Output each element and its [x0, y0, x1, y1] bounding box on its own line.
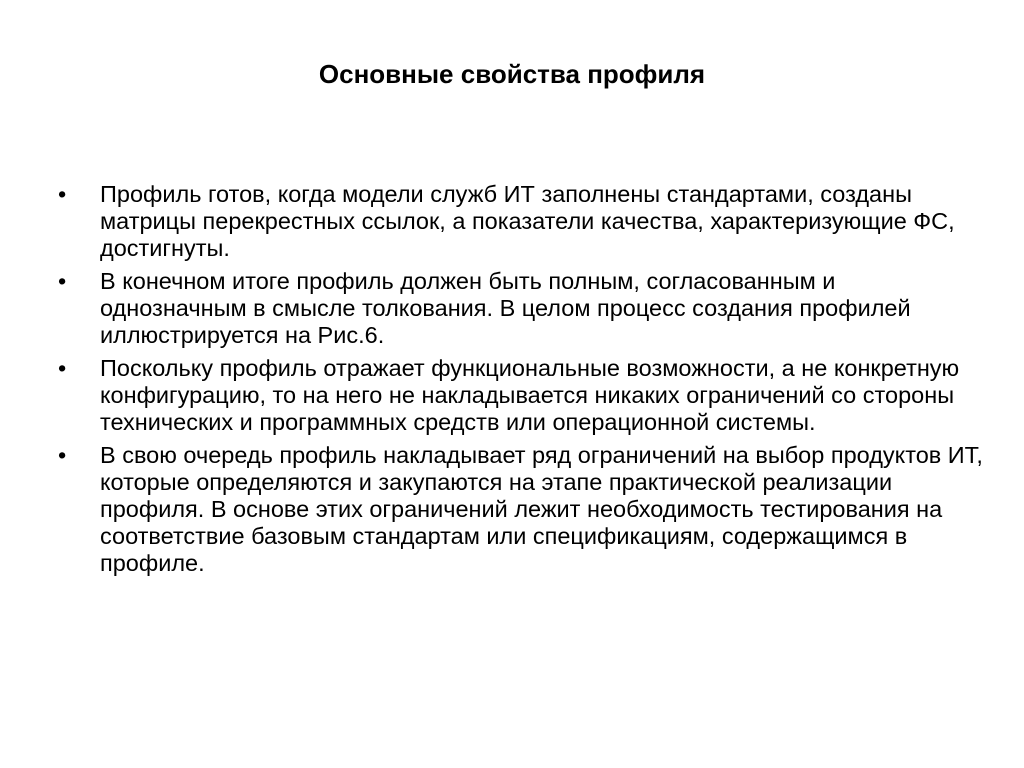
bullet-list [56, 181, 986, 583]
bullet-item-3 [56, 355, 986, 436]
bullet-marker: • [58, 442, 67, 468]
bullet-text: Поскольку профиль отражает функциональные возможности, а не конкретную конфигурацию, то на него не накладывается никаких ограничений со стороны технических и программных средств или операционной системы. [100, 355, 960, 435]
slide-title: Основные свойства профиля [318, 59, 706, 89]
bullet-item-2 [56, 268, 986, 349]
bullet-text: В свою очередь профиль накладывает ряд ограничений на выбор продуктов ИТ, которые определяются и закупаются на этапе практической реализации профиля. В основе этих ограничений лежит необходимость тестирования на соответствие базовым стандартам или спецификациям, содержащимся в профиле. [100, 442, 983, 576]
bullet-text: В конечном итоге профиль должен быть полным, согласованным и однозначным в смысле толкования. В целом процесс создания профилей иллюстрируется на Рис.6. [100, 268, 911, 348]
bullet-marker: • [58, 181, 67, 207]
bullet-marker: • [58, 355, 67, 381]
bullet-text: Профиль готов, когда модели служб ИТ заполнены стандартами, созданы матрицы перекрестных ссылок, а показатели качества, характеризующие ФС, достигнуты. [100, 181, 955, 261]
bullet-item-1 [56, 181, 986, 262]
bullet-marker: • [58, 268, 67, 294]
bullet-item-4 [56, 442, 986, 577]
